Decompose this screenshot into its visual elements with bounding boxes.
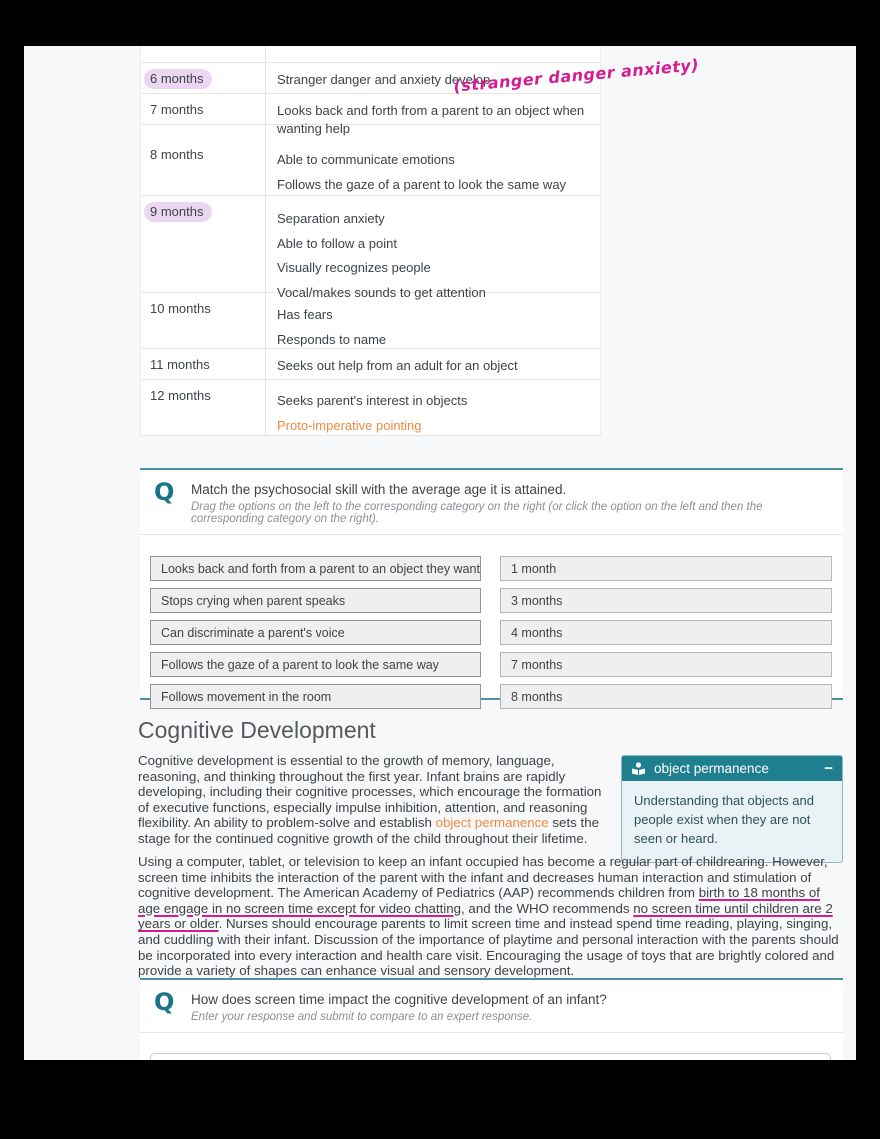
question-prompt: How does screen time impact the cognitive development of an infant? bbox=[191, 992, 607, 1007]
milestone-text: Visually recognizes people bbox=[277, 260, 431, 276]
table-row-partial bbox=[141, 46, 600, 63]
table-row bbox=[141, 125, 600, 196]
matching-quiz-panel bbox=[140, 468, 843, 704]
table-row bbox=[141, 380, 600, 436]
vocab-callout-header bbox=[622, 756, 842, 781]
match-category[interactable]: 7 months bbox=[500, 652, 832, 677]
paragraph-text: Using a computer, tablet, or television to keep an infant occupied has become a regular part of childrearing. However, screen time inhibits the interaction of the parent with the infant and decreases human interaction and stimulation of cognitive development. The American Academy of Pediatrics (AAP) recommends children from bbox=[138, 854, 828, 901]
object-permanence-link[interactable]: object permanence bbox=[435, 815, 549, 831]
question-q-icon: Q bbox=[154, 478, 175, 506]
matching-area bbox=[140, 535, 843, 724]
milestone-text: Vocal/makes sounds to get attention bbox=[277, 284, 486, 300]
paragraph-text: Cognitive development is essential to the growth of memory, language, reasoning, and thinking throughout the first year. Infant brains are rapidly developing, including their cognitive processes, which encourage the formation of executive functions, especially impulse inhibition, attention, and reasoning flexibility. An ability to problem-solve and establish bbox=[138, 753, 602, 831]
table-row bbox=[141, 94, 600, 136]
vocab-term: object permanence bbox=[654, 761, 769, 776]
age-highlight: 6 months bbox=[144, 69, 212, 89]
milestone-text: Able to follow a point bbox=[277, 235, 397, 251]
vocab-callout bbox=[621, 755, 843, 863]
milestone-text: Able to communicate emotions bbox=[277, 152, 455, 167]
paragraph-text: . Nurses should encourage parents to limit screen time and instead spend time reading, playing, singing, and cuddling with their infant. Discussion of the importance of playtime and personal interaction with the parents should be incorporated into every interaction and health care visit. Encouraging the usage of toys that are brightly colored and provide a variety of shapes can enhance visual and sensory development. bbox=[138, 916, 839, 979]
question-instructions: Enter your response and submit to compare to an expert response. bbox=[191, 1011, 533, 1023]
quiz-instructions: Drag the options on the left to the corresponding category on the right (or click the option on the left and then the corresponding category on the right). bbox=[191, 501, 763, 525]
table-row bbox=[141, 293, 600, 349]
milestone-text: Has fears bbox=[277, 307, 333, 322]
milestone-text: Looks back and forth from a parent to an object when wanting help bbox=[277, 103, 585, 136]
age-label: 7 months bbox=[141, 94, 266, 124]
reader-person-icon bbox=[631, 762, 646, 776]
underlined-annotation-text: birth to 18 months of age engage in no screen time except for video chatting bbox=[138, 885, 820, 916]
categories-column bbox=[500, 556, 832, 716]
paragraph-text: sets the stage for the continued cognitive growth of the child throughout their lifetime. bbox=[138, 815, 599, 846]
match-option[interactable]: Looks back and forth from a parent to an object they want bbox=[150, 556, 481, 581]
vocab-definition: Understanding that objects and people exist when they are not seen or heard. bbox=[634, 793, 814, 846]
age-label: 10 months bbox=[141, 293, 266, 348]
age-label: 12 months bbox=[141, 380, 266, 435]
milestone-text: Follows the gaze of a parent to look the same way bbox=[277, 176, 567, 192]
match-option[interactable]: Stops crying when parent speaks bbox=[150, 588, 481, 613]
page-content bbox=[24, 46, 856, 1060]
milestone-text: Seeks out help from an adult for an object bbox=[277, 358, 518, 373]
table-row bbox=[141, 349, 600, 380]
collapse-minus-icon[interactable]: − bbox=[824, 760, 833, 777]
quiz-prompt: Match the psychosocial skill with the average age it is attained. bbox=[191, 482, 567, 497]
match-category[interactable]: 1 month bbox=[500, 556, 832, 581]
match-option[interactable]: Can discriminate a parent's voice bbox=[150, 620, 481, 645]
match-category[interactable]: 3 months bbox=[500, 588, 832, 613]
response-input[interactable] bbox=[150, 1053, 831, 1060]
match-category[interactable]: 4 months bbox=[500, 620, 832, 645]
question-header bbox=[140, 980, 843, 1032]
options-column bbox=[150, 556, 481, 716]
age-label: 8 months bbox=[141, 125, 266, 195]
proto-imperative-pointing-link[interactable]: Proto-imperative pointing bbox=[277, 417, 422, 433]
milestone-text: Seeks parent's interest in objects bbox=[277, 393, 468, 408]
table-row bbox=[141, 196, 600, 300]
underlined-annotation-text: no screen time until children are 2 years or older bbox=[138, 900, 833, 932]
quiz-header bbox=[140, 470, 843, 534]
match-category[interactable]: 8 months bbox=[500, 684, 832, 709]
handwritten-annotation: (stranger danger anxiety) bbox=[452, 55, 700, 96]
section-heading: Cognitive Development bbox=[138, 717, 376, 743]
milestone-text: Separation anxiety bbox=[277, 211, 385, 226]
divider bbox=[140, 1032, 843, 1033]
age-label: 11 months bbox=[141, 349, 266, 379]
age-highlight: 9 months bbox=[144, 202, 212, 222]
milestone-text: Stranger danger and anxiety develop bbox=[277, 72, 491, 87]
milestone-table bbox=[140, 46, 601, 436]
cognitive-paragraph-2 bbox=[138, 854, 845, 979]
match-option[interactable]: Follows movement in the room bbox=[150, 684, 481, 709]
paragraph-text: , and the WHO recommends bbox=[461, 900, 634, 916]
match-option[interactable]: Follows the gaze of a parent to look the same way bbox=[150, 652, 481, 677]
milestone-text: Responds to name bbox=[277, 331, 387, 347]
cognitive-paragraph-1 bbox=[138, 753, 612, 847]
question-q-icon: Q bbox=[154, 988, 175, 1016]
response-question-panel bbox=[140, 978, 843, 1060]
